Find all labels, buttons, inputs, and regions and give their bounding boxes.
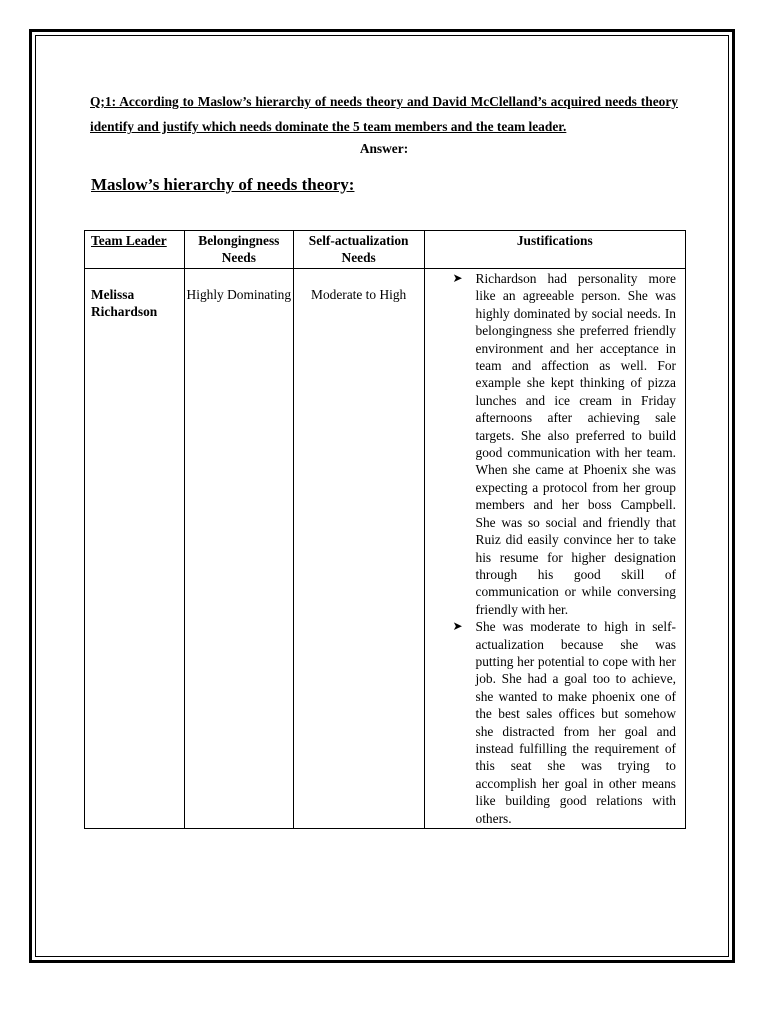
justification-text: She was moderate to high in self-actualization because she was putting her potential to cope with her job. She had a goal too to achieve, she wanted to make phoenix one of the best sales offices but somehow she distracted from her goal and instead fulfilling the requirement of this seat she was trying to accomplish her goal in other means like building good relations with others. [475, 619, 676, 826]
justification-list [426, 270, 684, 827]
leader-name-cell: Melissa Richardson [85, 269, 185, 829]
table-header-row [85, 231, 686, 269]
justification-item [426, 618, 676, 827]
arrowhead-bullet-icon: ➤ [452, 619, 463, 634]
justification-item [426, 270, 676, 618]
answer-label: Answer: [359, 141, 409, 156]
header-justifications: Justifications [424, 231, 685, 269]
arrowhead-bullet-icon: ➤ [452, 271, 463, 285]
header-team-leader: Team Leader [85, 231, 185, 269]
section-title: Maslow’s hierarchy of needs theory: [91, 175, 355, 194]
belongingness-cell: Highly Dominating [184, 269, 293, 829]
table-row [85, 269, 686, 829]
header-belongingness: Belongingness Needs [184, 231, 293, 269]
question-text: Q;1: According to Maslow’s hierarchy of needs theory and David McClelland’s acquired needs theory identify and justify which needs dominate the 5 team members and the team leader. [90, 94, 678, 134]
justification-text: Richardson had personality more like an agreeable person. She was highly dominated by social needs. In belongingness she preferred friendly environment and her acceptance in team and affection as well. For example she kept thinking of pizza lunches and ice cream in Friday afternoons after achieving sale targets. She also preferred to build good communication with her team. When she came at Phoenix she was expecting a protocol from her group members and her boss Campbell. She was so social and friendly that Ruiz did easily convince her to take his resume for higher designation through his good skill of communication or while conversing friendly with her. [475, 271, 676, 617]
self-actualization-cell: Moderate to High [293, 269, 424, 829]
header-self-actualization: Self-actualization Needs [293, 231, 424, 269]
justifications-cell [424, 269, 685, 829]
needs-table [84, 230, 686, 829]
